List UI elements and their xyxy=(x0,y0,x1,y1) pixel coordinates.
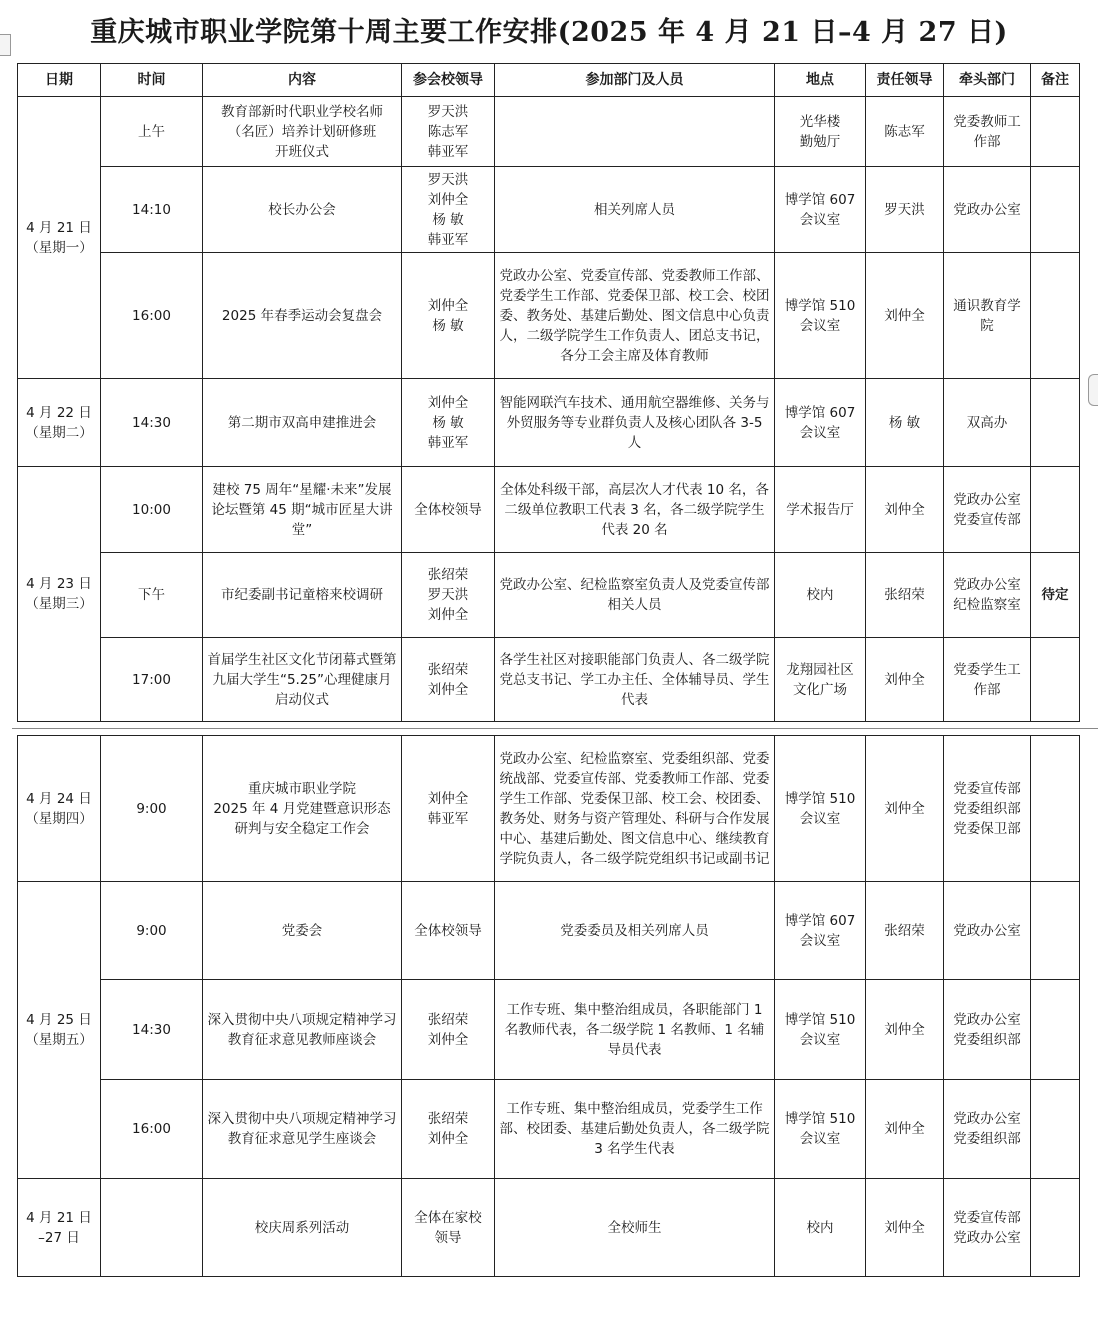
department-cell: 党委学生工 作部 xyxy=(944,638,1031,722)
table-row xyxy=(18,736,1080,882)
note-cell xyxy=(1031,980,1080,1080)
content-cell: 深入贯彻中央八项规定精神学习教育征求意见学生座谈会 xyxy=(203,1080,402,1179)
content-cell: 校长办公会 xyxy=(203,167,402,253)
table-row xyxy=(18,97,1080,167)
note-cell xyxy=(1031,467,1080,553)
time-cell: 16:00 xyxy=(101,253,203,379)
department-cell: 双高办 xyxy=(944,379,1031,467)
responsible-cell: 刘仲全 xyxy=(866,1179,944,1277)
content-cell: 建校 75 周年“星耀·未来”发展论坛暨第 45 期“城市匠星大讲堂” xyxy=(203,467,402,553)
table-row xyxy=(18,553,1080,638)
responsible-cell: 刘仲全 xyxy=(866,1080,944,1179)
responsible-cell: 刘仲全 xyxy=(866,638,944,722)
note-cell xyxy=(1031,638,1080,722)
time-cell: 10:00 xyxy=(101,467,203,553)
location-cell: 学术报告厅 xyxy=(775,467,866,553)
department-cell: 党政办公室 党委组织部 xyxy=(944,980,1031,1080)
leaders-cell: 张绍荣 刘仲全 xyxy=(402,1080,495,1179)
time-cell xyxy=(101,1179,203,1277)
page-title: 重庆城市职业学院第十周主要工作安排(2025 年 4 月 21 日–4 月 27 日) xyxy=(90,17,1008,48)
responsible-cell: 刘仲全 xyxy=(866,736,944,882)
leaders-cell: 罗天洪 陈志军 韩亚军 xyxy=(402,97,495,167)
leaders-cell: 刘仲全 杨 敏 xyxy=(402,253,495,379)
content-cell: 2025 年春季运动会复盘会 xyxy=(203,253,402,379)
location-cell: 博学馆 510 会议室 xyxy=(775,1080,866,1179)
header-department: 牵头部门 xyxy=(944,64,1031,97)
department-cell: 党委教师工 作部 xyxy=(944,97,1031,167)
leaders-cell: 张绍荣 刘仲全 xyxy=(402,638,495,722)
note-cell: 待定 xyxy=(1031,553,1080,638)
department-cell: 党政办公室 xyxy=(944,167,1031,253)
header-row xyxy=(18,64,1080,97)
time-cell: 17:00 xyxy=(101,638,203,722)
note-cell xyxy=(1031,1080,1080,1179)
header-time: 时间 xyxy=(101,64,203,97)
location-cell: 博学馆 607 会议室 xyxy=(775,882,866,980)
location-cell: 博学馆 510 会议室 xyxy=(775,980,866,1080)
participants-cell: 党政办公室、纪检监察室、党委组织部、党委统战部、党委宣传部、党委教师工作部、党委学生工作部、党委保卫部、校工会、校团委、教务处、财务与资产管理处、科研与合作发展中心、基建后勤处、图文信息中心、继续教育学院负责人，各二级学院党组织书记或副书记 xyxy=(495,736,775,882)
location-cell: 校内 xyxy=(775,1179,866,1277)
location-cell: 博学馆 510 会议室 xyxy=(775,736,866,882)
leaders-cell: 全体校领导 xyxy=(402,467,495,553)
time-cell: 9:00 xyxy=(101,882,203,980)
participants-cell: 党委委员及相关列席人员 xyxy=(495,882,775,980)
responsible-cell: 刘仲全 xyxy=(866,980,944,1080)
header-responsible: 责任领导 xyxy=(866,64,944,97)
table-row xyxy=(18,638,1080,722)
note-cell xyxy=(1031,97,1080,167)
content-cell: 教育部新时代职业学校名师 （名匠）培养计划研修班 开班仪式 xyxy=(203,97,402,167)
responsible-cell: 陈志军 xyxy=(866,97,944,167)
header-note: 备注 xyxy=(1031,64,1080,97)
participants-cell: 工作专班、集中整治组成员，各职能部门 1 名教师代表，各二级学院 1 名教师、1 名辅导员代表 xyxy=(495,980,775,1080)
department-cell: 党政办公室 党委组织部 xyxy=(944,1080,1031,1179)
table-row xyxy=(18,467,1080,553)
time-cell: 14:30 xyxy=(101,980,203,1080)
time-cell: 16:00 xyxy=(101,1080,203,1179)
header-leaders: 参会校领导 xyxy=(402,64,495,97)
header-participants: 参加部门及人员 xyxy=(495,64,775,97)
right-margin-tab[interactable] xyxy=(1088,374,1098,406)
department-cell: 党政办公室 纪检监察室 xyxy=(944,553,1031,638)
header-location: 地点 xyxy=(775,64,866,97)
date-cell: 4 月 21 日 （星期一） xyxy=(18,97,101,379)
location-cell: 校内 xyxy=(775,553,866,638)
location-cell: 光华楼 勤勉厅 xyxy=(775,97,866,167)
location-cell: 博学馆 607 会议室 xyxy=(775,379,866,467)
schedule-table-part-2 xyxy=(17,735,1080,1277)
leaders-cell: 刘仲全 杨 敏 韩亚军 xyxy=(402,379,495,467)
leaders-cell: 全体校领导 xyxy=(402,882,495,980)
page-break-line xyxy=(12,728,1098,729)
date-cell: 4 月 23 日 （星期三） xyxy=(18,467,101,722)
note-cell xyxy=(1031,253,1080,379)
table-row xyxy=(18,253,1080,379)
table-row xyxy=(18,882,1080,980)
leaders-cell: 全体在家校 领导 xyxy=(402,1179,495,1277)
participants-cell xyxy=(495,97,775,167)
content-cell: 重庆城市职业学院 2025 年 4 月党建暨意识形态 研判与安全稳定工作会 xyxy=(203,736,402,882)
date-cell: 4 月 25 日 （星期五） xyxy=(18,882,101,1179)
header-content: 内容 xyxy=(203,64,402,97)
content-cell: 市纪委副书记童榕来校调研 xyxy=(203,553,402,638)
department-cell: 党政办公室 党委宣传部 xyxy=(944,467,1031,553)
date-cell: 4 月 24 日 （星期四） xyxy=(18,736,101,882)
time-cell: 14:10 xyxy=(101,167,203,253)
content-cell: 首届学生社区文化节闭幕式暨第九届大学生“5.25”心理健康月启动仪式 xyxy=(203,638,402,722)
left-margin-tab[interactable] xyxy=(0,34,11,56)
table-row xyxy=(18,167,1080,253)
note-cell xyxy=(1031,882,1080,980)
table-row xyxy=(18,980,1080,1080)
department-cell: 党政办公室 xyxy=(944,882,1031,980)
header-date: 日期 xyxy=(18,64,101,97)
time-cell: 上午 xyxy=(101,97,203,167)
time-cell: 下午 xyxy=(101,553,203,638)
time-cell: 14:30 xyxy=(101,379,203,467)
note-cell xyxy=(1031,167,1080,253)
participants-cell: 工作专班、集中整治组成员，党委学生工作部、校团委、基建后勤处负责人，各二级学院 3 名学生代表 xyxy=(495,1080,775,1179)
leaders-cell: 刘仲全 韩亚军 xyxy=(402,736,495,882)
location-cell: 博学馆 607 会议室 xyxy=(775,167,866,253)
responsible-cell: 张绍荣 xyxy=(866,882,944,980)
table-row xyxy=(18,379,1080,467)
responsible-cell: 张绍荣 xyxy=(866,553,944,638)
responsible-cell: 刘仲全 xyxy=(866,467,944,553)
department-cell: 通识教育学 院 xyxy=(944,253,1031,379)
schedule-table-part-1 xyxy=(17,63,1080,722)
time-cell: 9:00 xyxy=(101,736,203,882)
participants-cell: 全校师生 xyxy=(495,1179,775,1277)
participants-cell: 全体处科级干部，高层次人才代表 10 名，各二级单位教职工代表 3 名，各二级学院学生代表 20 名 xyxy=(495,467,775,553)
department-cell: 党委宣传部 党委组织部 党委保卫部 xyxy=(944,736,1031,882)
table-row xyxy=(18,1179,1080,1277)
content-cell: 深入贯彻中央八项规定精神学习教育征求意见教师座谈会 xyxy=(203,980,402,1080)
note-cell xyxy=(1031,736,1080,882)
participants-cell: 各学生社区对接职能部门负责人、各二级学院党总支书记、学工办主任、全体辅导员、学生代表 xyxy=(495,638,775,722)
participants-cell: 党政办公室、纪检监察室负责人及党委宣传部相关人员 xyxy=(495,553,775,638)
responsible-cell: 杨 敏 xyxy=(866,379,944,467)
responsible-cell: 罗天洪 xyxy=(866,167,944,253)
location-cell: 龙翔园社区 文化广场 xyxy=(775,638,866,722)
table-row xyxy=(18,1080,1080,1179)
participants-cell: 智能网联汽车技术、通用航空器维修、关务与外贸服务等专业群负责人及核心团队各 3-5 人 xyxy=(495,379,775,467)
content-cell: 党委会 xyxy=(203,882,402,980)
leaders-cell: 罗天洪 刘仲全 杨 敏 韩亚军 xyxy=(402,167,495,253)
department-cell: 党委宣传部 党政办公室 xyxy=(944,1179,1031,1277)
location-cell: 博学馆 510 会议室 xyxy=(775,253,866,379)
participants-cell: 相关列席人员 xyxy=(495,167,775,253)
leaders-cell: 张绍荣 罗天洪 刘仲全 xyxy=(402,553,495,638)
date-cell: 4 月 21 日 –27 日 xyxy=(18,1179,101,1277)
note-cell xyxy=(1031,1179,1080,1277)
content-cell: 校庆周系列活动 xyxy=(203,1179,402,1277)
content-cell: 第二期市双高申建推进会 xyxy=(203,379,402,467)
responsible-cell: 刘仲全 xyxy=(866,253,944,379)
participants-cell: 党政办公室、党委宣传部、党委教师工作部、党委学生工作部、党委保卫部、校工会、校团委、教务处、基建后勤处、图文信息中心负责人，二级学院学生工作负责人、团总支书记，各分工会主席及体育教师 xyxy=(495,253,775,379)
note-cell xyxy=(1031,379,1080,467)
leaders-cell: 张绍荣 刘仲全 xyxy=(402,980,495,1080)
date-cell: 4 月 22 日 （星期二） xyxy=(18,379,101,467)
